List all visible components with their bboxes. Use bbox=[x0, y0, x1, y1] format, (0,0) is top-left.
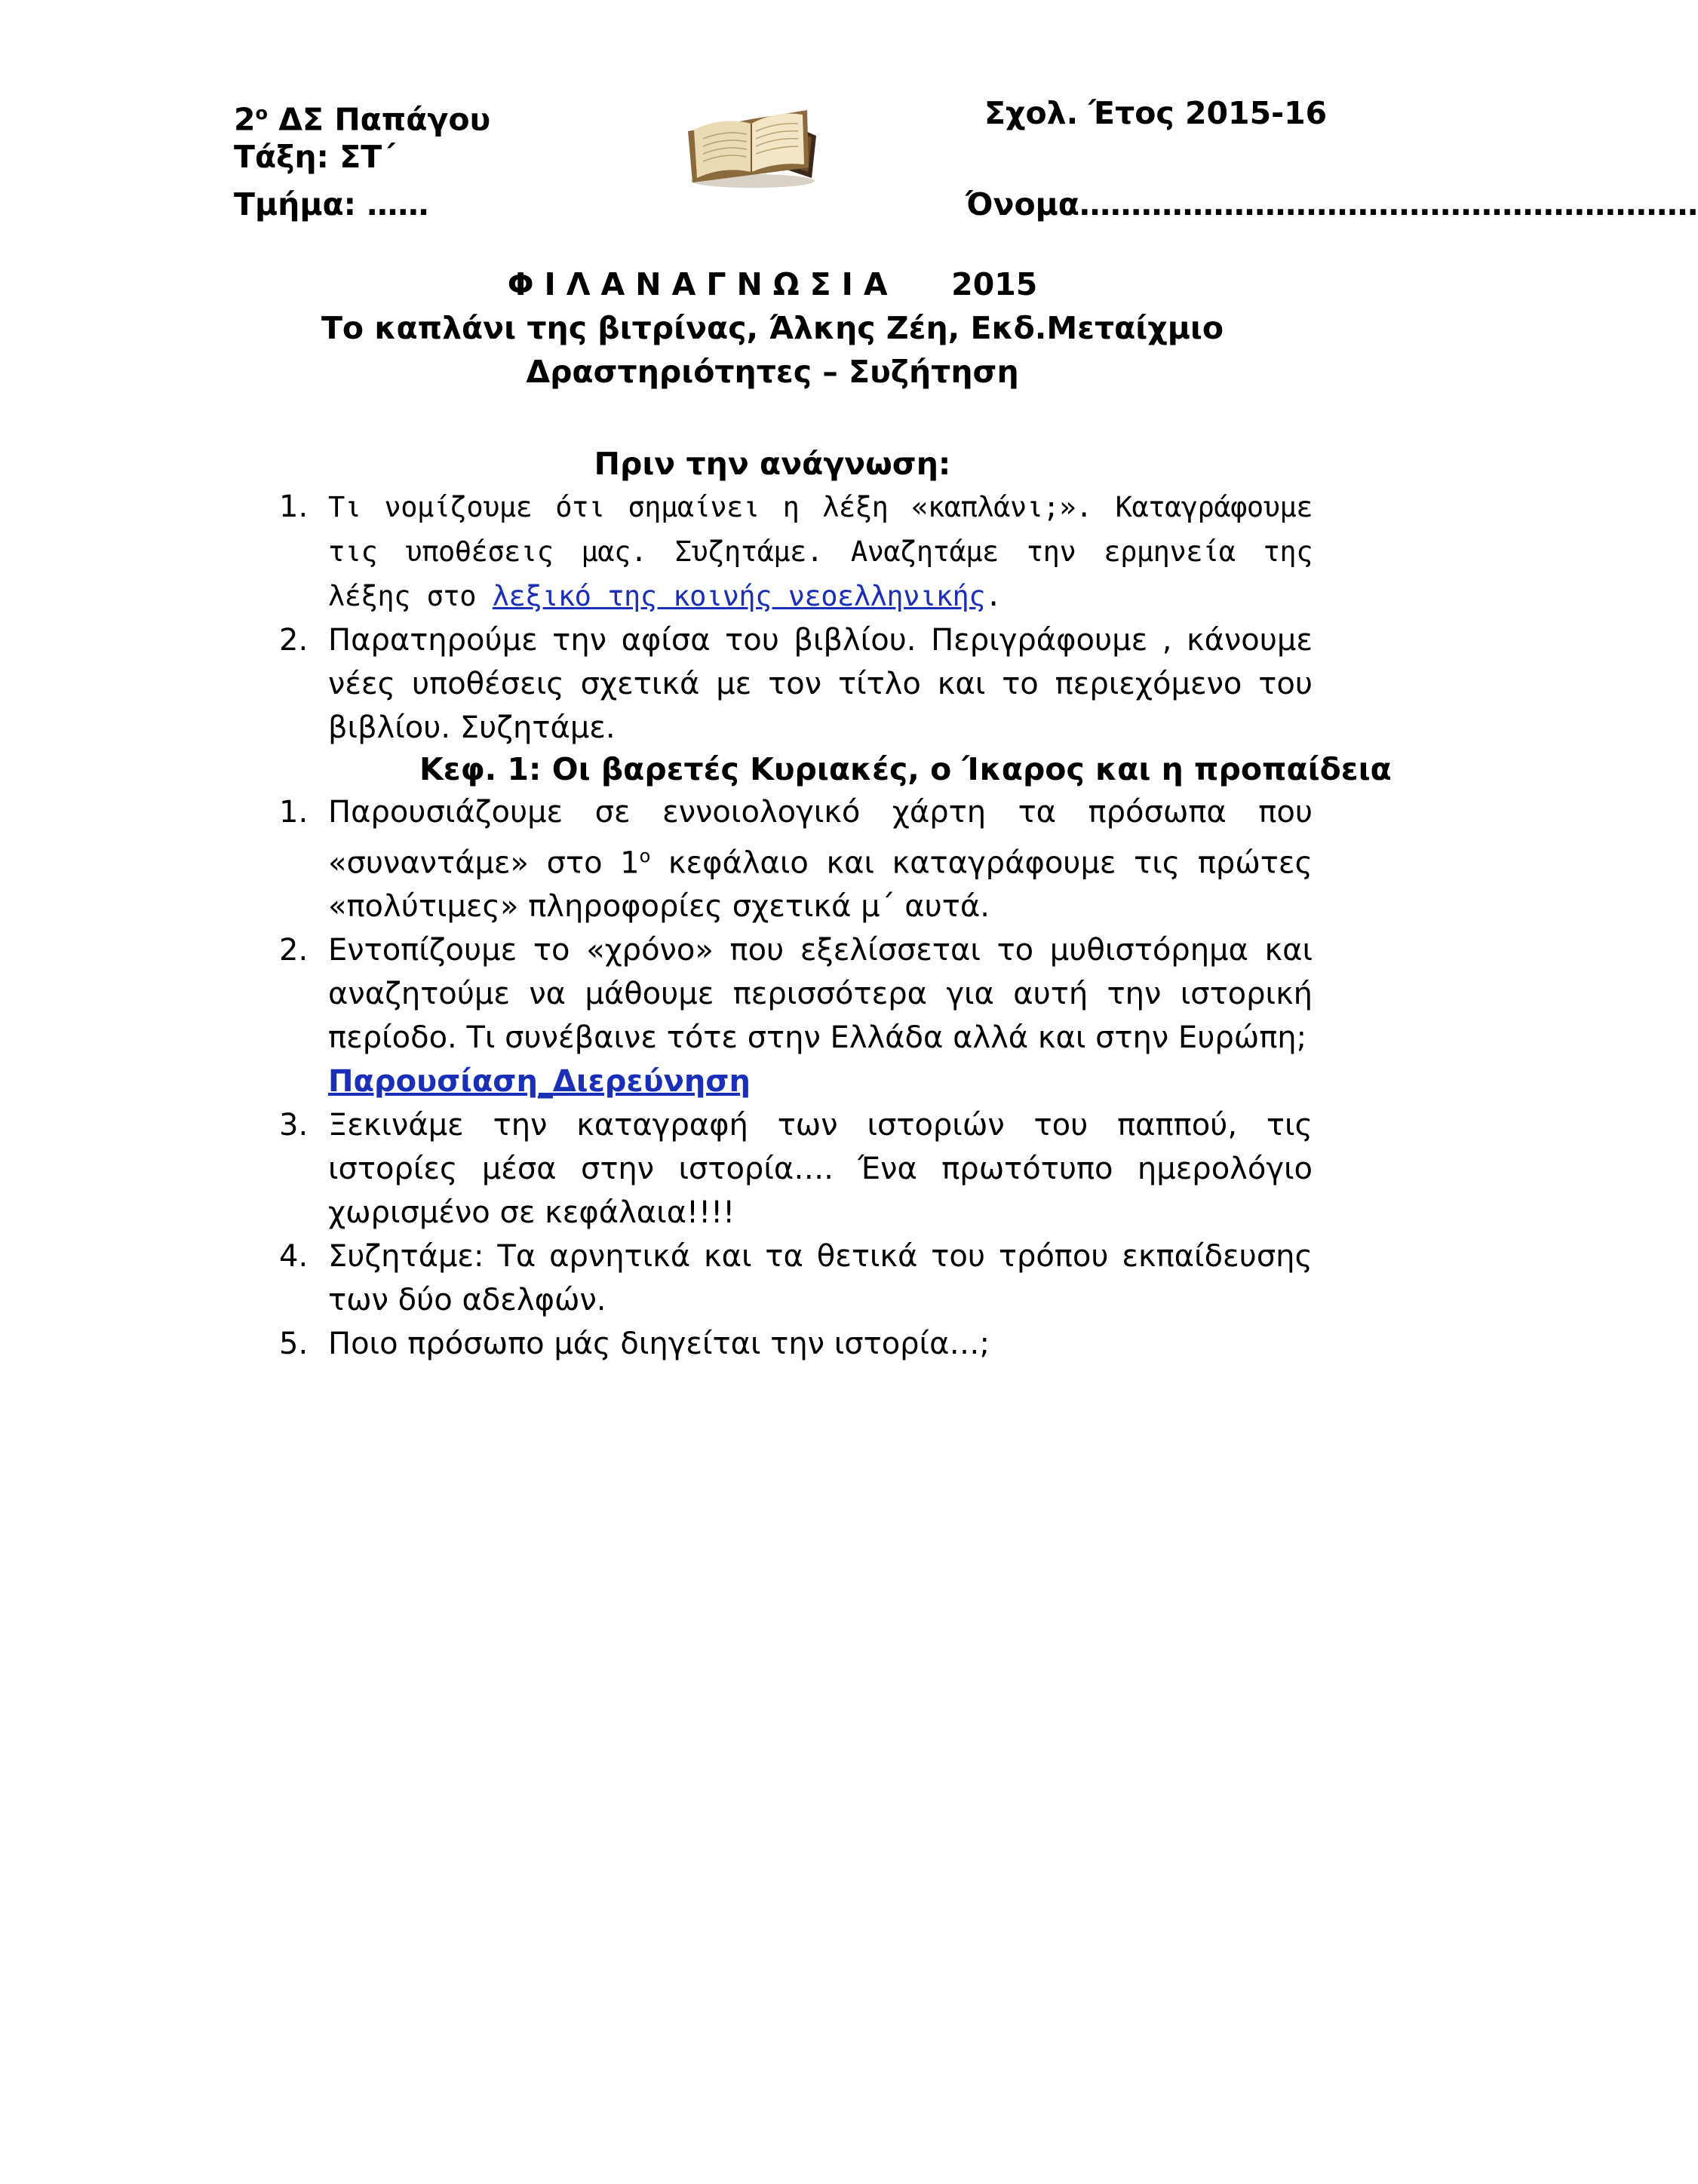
presentation-link[interactable]: Παρουσίαση_Διερεύνηση bbox=[328, 1064, 751, 1100]
list-item: 2. Εντοπίζουμε το «χρόνο» που εξελίσσεται το μυθιστόρημα και αναζητούμε να μάθουμε περισσότερα για αυτή την ιστορική περίοδο. Τι συνέβαινε τότε στην Ελλάδα αλλά και στην Ευρώπη; Παρουσίαση_Διερεύνηση bbox=[279, 933, 1313, 1100]
list-item: 2. Παρατηρούμε την αφίσα του βιβλίου. Περιγράφουμε , κάνουμε νέες υποθέσεις σχετικά με τον τίτλο και το περιεχόμενο του βιβλίου. Συζητάμε. bbox=[279, 623, 1313, 745]
class-field: Τάξη: ΣΤ΄ bbox=[234, 139, 396, 175]
list-item: 1. Παρουσιάζουμε σε εννοιολογικό χάρτη τα πρόσωπα που «συναντάμε» στο $1^o$ κεφάλαιο και καταγράφουμε τις πρώτες «πολύτιμες» πληροφορίες σχετικά μ΄ αυτά. bbox=[279, 795, 1313, 925]
book-title-line: Το καπλάνι της βιτρίνας, Άλκης Ζέη, Εκδ.Μεταίχμιο bbox=[321, 310, 1224, 346]
list-item: 3. Ξεκινάμε την καταγραφή των ιστοριών του παππού, τις ιστορίες μέσα στην ιστορία…. Ένα πρωτότυπο ημερολόγιο χωρισμένο σε κεφάλαια!!!! bbox=[279, 1108, 1313, 1231]
chapter-activities-list bbox=[279, 790, 1313, 1366]
title-year: 2015 bbox=[951, 266, 1038, 302]
title-word: ΦΙΛΑΝΑΓΝΩΣΙΑ bbox=[507, 266, 898, 302]
section-field: Τμήμα: …… bbox=[234, 186, 429, 222]
subtitle-line: Δραστηριότητες – Συζήτηση bbox=[526, 354, 1019, 390]
title-block bbox=[0, 262, 1545, 394]
school-year: Σχολ. Έτος 2015-16 bbox=[984, 95, 1328, 131]
name-field: Όνομα…………………………………………………… bbox=[966, 186, 1698, 222]
dictionary-link[interactable]: λεξικό της κοινής νεοελληνικής bbox=[492, 580, 986, 612]
before-reading-list bbox=[279, 485, 1313, 750]
list-item: 5. Ποιο πρόσωπο μάς διηγείται την ιστορία…; bbox=[279, 1327, 990, 1362]
title-main bbox=[0, 262, 1545, 306]
list-item: 1. Τι νομίζουμε ότι σημαίνει η λέξη «καπλάνι;». Καταγράφουμε τις υποθέσεις μας. Συζητάμε. Αναζητάμε την ερμηνεία της λέξης στο λεξικό της κοινής νεοελληνικής. bbox=[279, 489, 1313, 612]
school-name: $2^o$ ΔΣ Παπάγου bbox=[234, 101, 491, 138]
before-reading-heading: Πριν την ανάγνωση: bbox=[594, 446, 951, 482]
chapter-heading: Κεφ. 1: Οι βαρετές Κυριακές, ο Ίκαρος και η προπαίδεια bbox=[419, 751, 1392, 787]
open-book-illustration bbox=[679, 97, 822, 191]
list-item: 4. Συζητάμε: Τα αρνητικά και τα θετικά του τρόπου εκπαίδευσης των δύο αδελφών. bbox=[279, 1239, 1313, 1318]
